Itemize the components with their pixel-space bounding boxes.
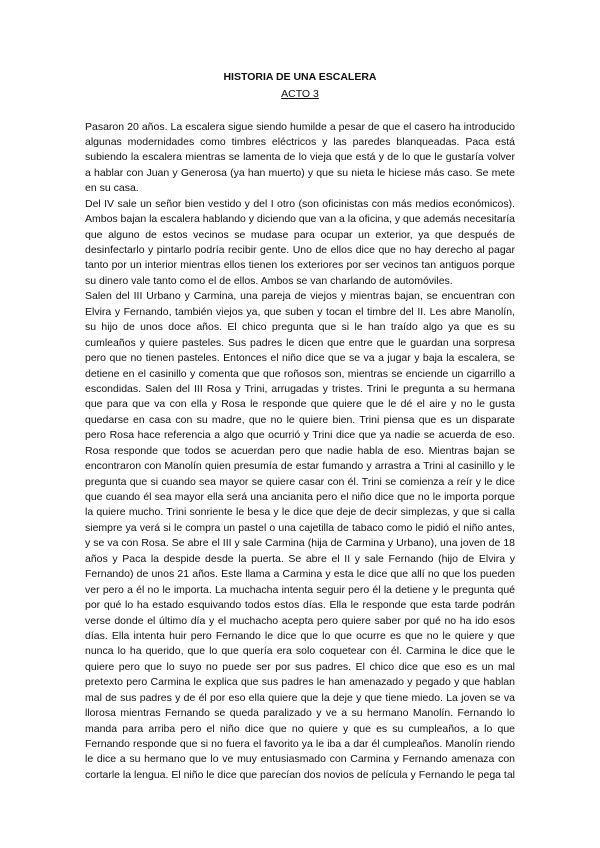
text-line-content: Salen del III Urbano y Carmina, una pareja de viejos y mientras bajan, se encuentran con xyxy=(85,290,515,303)
text-line-content: subiendo la escalera mientras se lamenta de lo vieja que está y de lo que le gustaría volver xyxy=(85,151,515,164)
text-line-content: pero Rosa hace referencia a algo que ocurrió y Trini dice que ya nadie se acuerda de eso. xyxy=(85,429,515,442)
text-line xyxy=(85,150,515,165)
text-line xyxy=(85,444,515,459)
text-line xyxy=(85,552,515,567)
text-line-content: mal de sus padres y de él por eso ella quiere que la deje y que tiene miedo. La joven se va xyxy=(85,691,515,704)
text-line xyxy=(85,351,515,366)
text-line-content: Elvira y Fernando, también viejos ya, que suben y tocan el timbre del II. Les abre Manolín, xyxy=(85,305,515,318)
text-line-content: encontraron con Manolín quien presumía de estar fumando y arrastra a Trini al casinillo y le xyxy=(85,460,515,473)
text-line xyxy=(85,382,515,397)
text-line xyxy=(85,737,515,752)
text-line xyxy=(85,752,515,767)
text-line xyxy=(85,289,515,304)
text-line xyxy=(85,675,515,690)
text-line-content: llorosa mientras Fernando se queda paralizado y ve a su hermano Manolín. Fernando lo xyxy=(85,707,515,720)
text-line-content: pretexto pero Carmina le explica que sus padres le han amenazado y pegado y que hablan xyxy=(85,676,515,689)
text-line xyxy=(85,691,515,706)
text-line-content: le dice a su hermano que lo ve muy entusiasmado con Carmina y Fernando amenaza con xyxy=(85,753,515,766)
text-line-content: días. Ella intenta huir pero Fernando le dice que lo que ocurre es que no le quiere y que xyxy=(85,629,515,642)
text-line xyxy=(85,135,515,150)
text-line-content: su hijo de unos doce años. El chico pregunta que si le han traído algo ya que es su xyxy=(85,321,515,334)
text-line-content: Fernando responde que si no fuera el favorito ya le iba a dar él cumpleaños. Manolín riendo xyxy=(85,738,515,750)
text-line xyxy=(85,367,515,382)
text-line xyxy=(85,459,515,474)
text-line-content: cumleaños y quiere pasteles. Sus padres le dicen que entre que le guardan una sorpresa xyxy=(85,336,515,349)
text-line xyxy=(85,490,515,505)
text-line xyxy=(85,397,515,412)
text-line xyxy=(85,521,515,536)
text-line-content: pregunta que si cuando sea mayor se quiere casar con él. Trini se comienza a reír y le dice xyxy=(85,475,515,488)
text-line xyxy=(85,428,515,443)
text-line-content: la quiere mucho. Trini sonriente le besa y le dice que deje de decir simplezas, y que si calla xyxy=(85,506,515,519)
text-line-content: que cuando él sea mayor ella será una ancianita pero el niño dice que no le importa porque xyxy=(85,491,515,503)
text-line xyxy=(85,768,515,783)
text-line-content: Pasaron 20 años. La escalera sigue siendo humilde a pesar de que el casero ha introducido xyxy=(85,120,515,133)
text-line-content: que alguno de estos vecinos se mudase para ocupar un exterior, ya que después de xyxy=(85,228,515,241)
text-line-content: en su casa. xyxy=(85,182,139,195)
paragraph xyxy=(85,197,515,290)
text-line xyxy=(85,536,515,551)
text-line-content: desinfectarlo y pintarlo podría recibir gente. Uno de ellos dice que no hay derecho al pagar xyxy=(85,244,515,256)
text-line xyxy=(85,706,515,721)
text-line xyxy=(85,660,515,675)
text-line-content: nunca lo ha querido, que lo que quería era solo coquetear con él. Carmina le dice que le xyxy=(85,645,515,658)
text-line xyxy=(85,166,515,181)
text-line-content: quiere pero que lo suyo no puede ser por sus padres. El chico dice que eso es un mal xyxy=(85,660,515,673)
text-line-content: manda para arriba pero el niño dice que no quiere y que es su cumpleaños, a lo que xyxy=(85,722,515,735)
text-line xyxy=(85,305,515,320)
text-line-content: cortarle la lengua. El niño le dice que parecían dos novios de película y Fernando le pega tal xyxy=(85,768,515,781)
document-title: HISTORIA DE UNA ESCALERA xyxy=(223,71,377,83)
text-line xyxy=(85,413,515,428)
text-line xyxy=(85,336,515,351)
text-line-content: que para que va con ella y Rosa le responde que quiere que le dé el aire y no le gusta xyxy=(85,398,515,411)
text-line-content: siempre ya verá si le compra un pastel o una cajetilla de tabaco como le pidió el niño antes, xyxy=(85,521,515,534)
text-line-content: verse donde el último día y el muchacho acepta pero quiere saber por qué no ha ido esos xyxy=(85,614,515,627)
text-line-content: y se va con Rosa. Se abre el III y sale Carmina (hija de Carmina y Urbano), una joven de 18 xyxy=(85,537,515,550)
text-line xyxy=(85,614,515,629)
text-line-content: a hablar con Juan y Generosa (ya han muerto) y que su nieta le hiciese más caso. Se mete xyxy=(85,166,515,179)
text-line xyxy=(85,505,515,520)
text-line xyxy=(85,722,515,737)
paragraph xyxy=(85,289,515,783)
text-line xyxy=(85,320,515,335)
text-line xyxy=(85,243,515,258)
text-line-content: quedarse en casa con su madre, que no le quiere bien. Trini piensa que es un disparate xyxy=(85,413,515,426)
text-line xyxy=(85,629,515,644)
text-line xyxy=(85,475,515,490)
text-line-content: pero que no tienen pasteles. Entonces el niño dice que se va a jugar y baja la escalera, se xyxy=(85,352,515,365)
text-line-content: detiene en el casinillo y comenta que que roñosos son, mientras se enciende un cigarrillo a xyxy=(85,367,515,380)
document-body xyxy=(85,120,515,784)
text-line-content: su dinero vale tanto como el de ellos. Ambos se van charlando de automóviles. xyxy=(85,274,453,287)
act-heading: ACTO 3 xyxy=(281,88,319,100)
paragraph xyxy=(85,120,515,197)
text-line xyxy=(85,567,515,582)
text-line-content: por qué lo ha estado esquivando todos estos días. Ella le responde que esta tarde podrán xyxy=(85,599,515,612)
text-line xyxy=(85,644,515,659)
text-line-content: tanto por un interior mientras ellos tienen los exteriores por ser vecinos tan antiguos porque xyxy=(85,259,515,272)
text-line xyxy=(85,274,515,289)
text-line-content: ver pero a él no le importa. La muchacha intenta seguir pero él la detiene y le pregunta qué xyxy=(85,583,515,596)
text-line xyxy=(85,228,515,243)
text-line xyxy=(85,598,515,613)
text-line xyxy=(85,258,515,273)
text-line-content: Del IV sale un señor bien vestido y del I otro (son oficinistas con más medios económicos). xyxy=(85,197,515,210)
text-line-content: algunas modernidades como timbres eléctricos y las paredes blanqueadas. Paca está xyxy=(85,135,515,148)
text-line xyxy=(85,181,515,196)
text-line xyxy=(85,120,515,135)
text-line xyxy=(85,212,515,227)
text-line-content: Rosa responde que todos se acuerdan pero que nadie habla de eso. Mientras bajan se xyxy=(85,444,515,457)
text-line-content: Fernando) de unos 21 años. Este llama a Carmina y esta le dice que allí no que los pueden xyxy=(85,568,515,581)
text-line xyxy=(85,197,515,212)
text-line-content: escondidas. Salen del III Rosa y Trini, arrugadas y tristes. Trini le pregunta a su hermana xyxy=(85,382,515,395)
text-line xyxy=(85,583,515,598)
text-line-content: Ambos bajan la escalera hablando y diciendo que van a la oficina, y que además necesitaría xyxy=(85,213,515,226)
text-line-content: años y Paca la despide desde la puerta. Se abre el II y sale Fernando (hijo de Elvira y xyxy=(85,552,515,565)
